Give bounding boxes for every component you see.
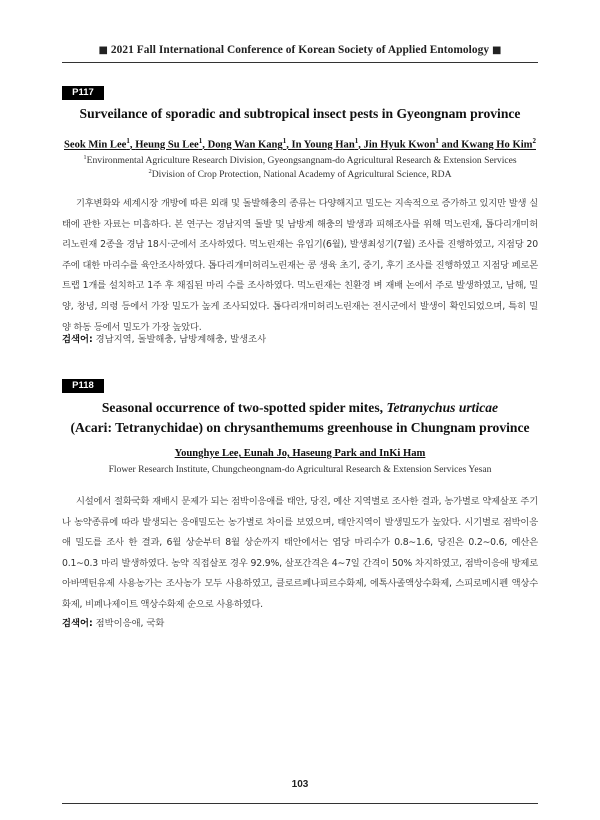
abstract-body: 기후변화와 세계시장 개방에 따른 외래 및 돌발해충의 종류는 다양해지고 밀도는 지속적으로 증가하고 있지만 발생 실태에 관한 자료는 미흡하다. 본 연구는 경남지역 돌발 및 남방계 해충의 발생과 피해조사를 위해 먹노린재, 톱다리개미허리노린재 2종을 경남 18시·군에서 조사하였다. 먹노린재는 유입기(6월), 발생최성기(7월) 조사를 진행하였고, 지점당 20주에 대한 마리수를 육안조사하였다. 톱다리개미허리노린재는 콩 생육 초기, 중기, 후기 조사를 진행하였고 지점당 페로몬트랩 1개를 설치하고 1주 후 채집된 마리 수를 조사하였다. 먹노린재는 친환경 벼 재배 논에서 주로 발생하였고, 남해, 밀양, 창녕, 의령 등에서 가장 밀도가 높게 조사되었다. 톱다리개미허리노린재는 전시군에서 발생이 확인되었으며, 특히 밀양 하동 등에서 밀도가 가장 높았다.: [62, 198, 538, 333]
keywords-value: 경남지역, 돌발해충, 남방계해충, 발생조사: [95, 334, 267, 345]
author-name: In Young Han: [291, 139, 355, 151]
square-bullet-icon: ■: [492, 45, 502, 56]
keywords-value: 점박이응애, 국화: [95, 618, 165, 629]
species-name: Tetranychus urticae: [386, 400, 499, 415]
author-name: Seok Min Lee: [64, 139, 127, 151]
abstract-title: Seasonal occurrence of two-spotted spider mites, Tetranychus urticae (Acari: Tetranychidae) on chrysanthemums greenhouse in Chungnam province: [70, 400, 530, 435]
conference-header: [62, 44, 538, 56]
author-list: Seok Min Lee$^1$, Heung Su Lee$^1$, Dong Wan Kang$^1$, In Young Han$^1$, Jin Hyuk Kwon$^1$ and Kwang Ho Kim$^2$: [64, 137, 536, 151]
abstract-id-badge: P117: [62, 86, 104, 100]
keywords-label: 검색어:: [62, 618, 93, 629]
author-name: Heung Su Lee: [135, 139, 199, 151]
square-bullet-icon: ■: [98, 45, 108, 56]
affiliation: Flower Research Institute, Chungcheongnam-do Agricultural Research & Extension Services Yesan: [108, 464, 492, 475]
abstract-title: Surveilance of sporadic and subtropical insect pests in Gyeongnam province: [79, 106, 521, 121]
keywords-line: [62, 331, 538, 345]
header-rule: [62, 62, 538, 63]
keywords-label: 검색어:: [62, 334, 93, 345]
author-name: Dong Wan Kang: [207, 139, 283, 151]
abstract-id-badge: P118: [62, 379, 104, 393]
author-name: Jin Hyuk Kwon: [363, 139, 436, 151]
keywords-line: [62, 615, 538, 629]
conference-title: 2021 Fall International Conference of Korean Society of Applied Entomology: [110, 44, 490, 56]
footer-rule: [62, 803, 538, 804]
affiliation: $^2$Division of Crop Protection, National Academy of Agricultural Science, RDA: [148, 168, 452, 181]
author-list: Younghye Lee, Eunah Jo, Haseung Park and InKi Ham: [174, 448, 426, 459]
page-number: 103: [291, 779, 309, 790]
abstract-body: 시설에서 절화국화 재배시 문제가 되는 점박이응애를 태안, 당진, 예산 지역별로 조사한 결과, 농가별로 약제살포 주기나 농약종류에 따라 발생되는 응애밀도는 농가별로 차이를 보였으며, 태안지역이 발생밀도가 높았다. 시기별로 점박이응애 밀도를 조사 한 결과, 6월 상순부터 8월 상순까지 태안에서는 엽당 마리수가 0.8∼1.6, 당진은 0.2∼0.6, 예산은 0.1∼0.3 마리 발생하였다. 농약 직접살포 경우 92.9%, 살포간격은 4∼7일 간격이 50% 차지하였고, 점박이응애 방제로 아바멕틴유제 사용농가는 조사농가 모두 사용하였고, 클로르페나피르수화제, 에톡사졸액상수화제, 스피로메시펜 액상수화제, 비페나제이트 액상수화제 순으로 사용하였다.: [62, 496, 538, 610]
author-name: Kwang Ho Kim: [461, 139, 533, 151]
affiliation: $^1$Environmental Agriculture Research Division, Gyeongsangnam-do Agricultural Research & Extension Services: [83, 154, 517, 167]
